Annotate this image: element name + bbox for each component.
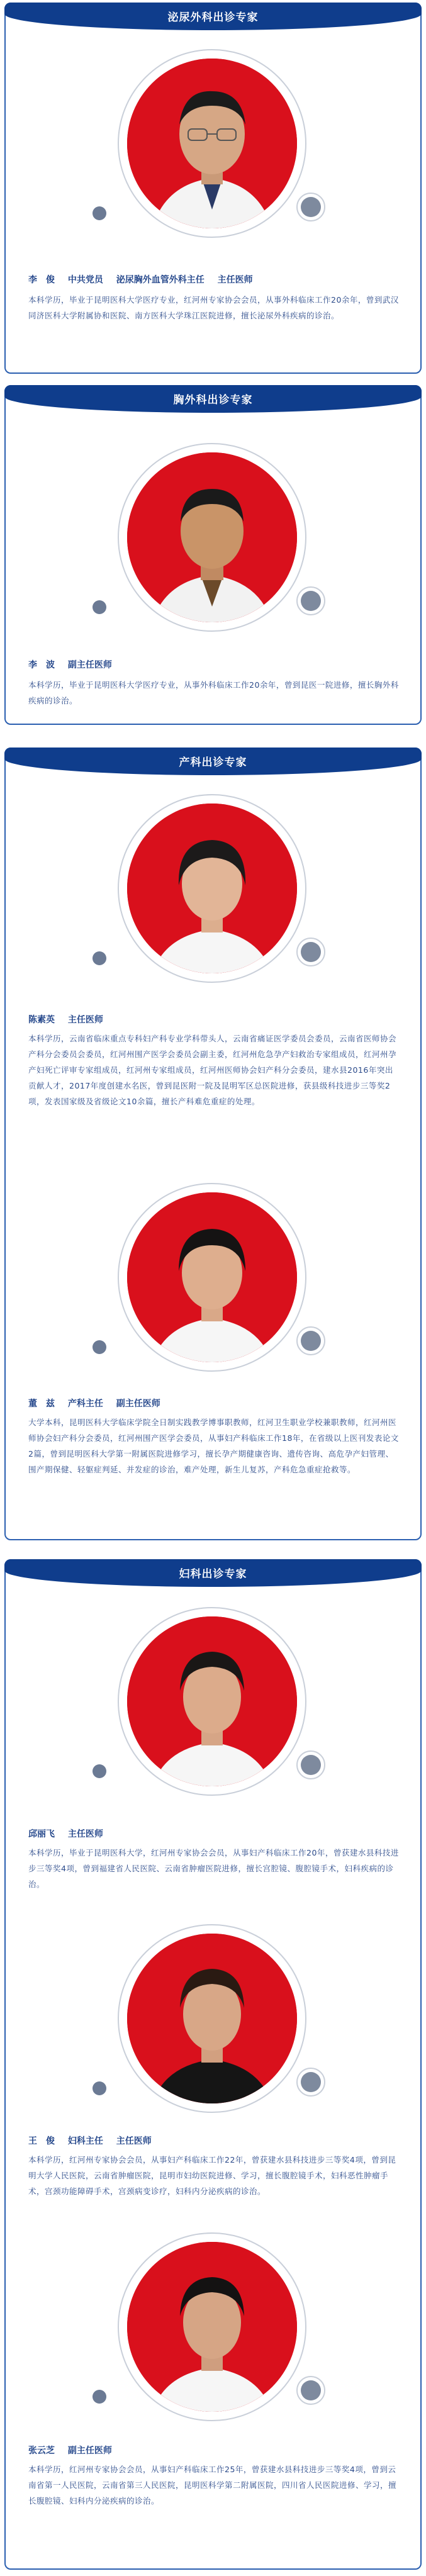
doctor-bio: 本科学历，毕业于昆明医科大学医疗专业，从事外科临床工作20余年，曾到昆医一院进修，擅长胸外科疾病的诊治。 — [28, 680, 399, 705]
decor-dot-left — [92, 1764, 106, 1778]
photo-frame — [118, 1924, 306, 2113]
section-title: 妇科出诊专家 — [179, 1568, 247, 1581]
doctor-title: 主任医师 — [217, 275, 253, 285]
photo-frame — [118, 49, 306, 238]
decor-dot-right — [296, 193, 325, 221]
decor-dot-left — [92, 600, 106, 614]
section-header — [4, 385, 422, 413]
decor-dot-right — [296, 1750, 325, 1779]
doctor-name: 陈素英 — [28, 1015, 55, 1025]
decor-dot-left — [92, 2081, 106, 2095]
doctor-title: 主任医师 — [67, 1829, 103, 1839]
decor-dot-left — [92, 206, 106, 220]
section-urology — [4, 3, 422, 374]
doctor-name-line — [28, 1397, 171, 1409]
doctor-name: 李 俊 — [28, 275, 55, 285]
doctor-name-line — [28, 1013, 113, 1026]
doctor-bio: 本科学历，云南省临床重点专科妇产科专业学科带头人，云南省痛证医学委员会委员，云南省医师协会产科分会委员会委员，红河州围产医学会委员会副主委，红河州危急孕产妇救治专家组成员，红河州孕产妇死亡评审专家组成员，红河州专家组成员，红河州医师协会妇产科分会委员，建水县2016年突出贡献人才，2017年度创建水名医，曾到昆医附一院及昆明军区总医院进修，获县级科技进步三等奖2项，发表国家级及省级论文10余篇，擅长产科难危重症的处理。 — [28, 1034, 397, 1106]
doctor-title: 主任医师 — [116, 2136, 152, 2146]
doctor-bio: 大学本科，昆明医科大学临床学院全日制实践教学博事职教师，红河卫生职业学校兼职教师，红河州医师协会妇产科分会委员，红河州围产医学会委员，从事妇产科临床工作18年，在省级以上医刊发表论文2篇，曾到昆明医科大学第一附属医院进修学习，擅长孕产期健康咨询、遗传咨询、高危孕产妇管理、围产期保健、轻躯症判延、并发症的诊治，难产处理，新生儿复苏，产科危急重症抢救等。 — [28, 1418, 399, 1474]
doctor-photo — [127, 452, 297, 622]
doctor-bio: 本科学历，毕业于昆明医科大学，红河州专家协会会员，从事妇产科临床工作20年，曾获建水县科技进步三等奖4项，曾到福建省人民医院、云南省肿瘤医院进修，擅长宫腔镜、腹腔镜手术，妇科疾病的诊治。 — [28, 1848, 399, 1889]
doctor-name: 董 兹 — [28, 1399, 55, 1409]
section-header — [4, 1559, 422, 1587]
doctor-photo — [127, 804, 297, 973]
doctor-title: 副主任医师 — [67, 2446, 112, 2456]
doctor-photo — [127, 2242, 297, 2412]
doctor-name-line — [28, 2444, 122, 2456]
doctor-title: 副主任医师 — [116, 1399, 160, 1409]
doctor-name-line — [28, 273, 263, 286]
decor-dot-left — [92, 951, 106, 965]
doctor-photo — [127, 1192, 297, 1362]
doctor-name: 张云芝 — [28, 2446, 55, 2456]
doctor-name-line — [28, 1827, 113, 1840]
photo-frame — [118, 2232, 306, 2421]
doctor-photo — [127, 1934, 297, 2103]
decor-dot-right — [296, 2376, 325, 2405]
decor-dot-left — [92, 1340, 106, 1354]
doctor-title: 产科主任 — [67, 1399, 103, 1409]
decor-dot-right — [296, 586, 325, 615]
photo-frame — [118, 1607, 306, 1796]
photo-frame — [118, 443, 306, 632]
section-header — [4, 748, 422, 775]
section-header — [4, 3, 422, 30]
section-obstetrics — [4, 748, 422, 1540]
doctor-title: 副主任医师 — [67, 660, 112, 670]
doctor-name: 王 俊 — [28, 2136, 55, 2146]
doctor-bio: 本科学历，红河州专家协会会员，从事妇产科临床工作22年，曾获建水县科技进步三等奖4项，曾到昆明大学人民医院，云南省肿瘤医院，昆明市妇幼医院进修、学习，擅长腹腔镜手术，妇科恶性肿瘤手术，宫颈功能障碍手术，宫颈病变诊疗，妇科内分泌疾病的诊治。 — [28, 2155, 396, 2196]
doctor-photo — [127, 59, 297, 228]
section-thoracic — [4, 385, 422, 725]
doctor-name-line — [28, 658, 122, 671]
doctor-name: 李 波 — [28, 660, 55, 670]
photo-frame — [118, 794, 306, 983]
doctor-bio: 本科学历，毕业于昆明医科大学医疗专业，红河州专家协会会员，从事外科临床工作20余年，曾到武汉同济医科大学附属协和医院、南方医科大学珠江医院进修，擅长泌尿外科疾病的诊治。 — [28, 295, 399, 320]
section-title: 胸外科出诊专家 — [173, 394, 253, 406]
doctor-title: 主任医师 — [67, 1015, 103, 1025]
decor-dot-right — [296, 2068, 325, 2097]
doctor-photo — [127, 1616, 297, 1786]
doctor-title: 泌尿胸外血管外科主任 — [116, 275, 205, 285]
doctor-title: 妇科主任 — [67, 2136, 103, 2146]
decor-dot-left — [92, 2390, 106, 2404]
section-title: 泌尿外科出诊专家 — [167, 11, 259, 24]
doctor-name: 邱丽飞 — [28, 1829, 55, 1839]
decor-dot-right — [296, 938, 325, 966]
section-gynecology — [4, 1559, 422, 2570]
doctor-title: 中共党员 — [67, 275, 103, 285]
doctor-name-line — [28, 2134, 162, 2147]
doctor-bio: 本科学历，红河州专家协会会员，从事妇产科临床工作25年，曾获建水县科技进步三等奖4项，曾到云南省第一人民医院，云南省第三人民医院，昆明医科学第二附属医院，四川省人民医院进修、学习，擅长腹腔镜、妇科内分泌疾病的诊治。 — [28, 2465, 397, 2506]
photo-frame — [118, 1183, 306, 1372]
decor-dot-right — [296, 1326, 325, 1355]
section-title: 产科出诊专家 — [179, 756, 247, 769]
